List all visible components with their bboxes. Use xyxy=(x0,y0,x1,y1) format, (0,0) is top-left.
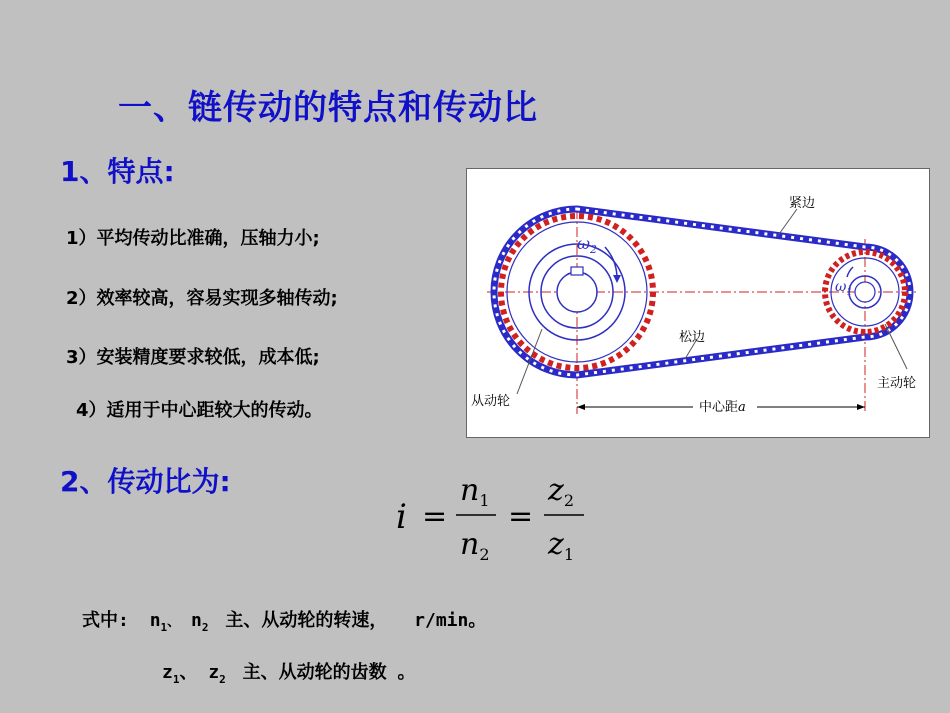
note-speed-text: 主、从动轮的转速， xyxy=(225,610,388,631)
formula-eq-1: = xyxy=(422,499,448,534)
driven-keyway xyxy=(571,267,583,275)
formula-den1: $n_2$ xyxy=(460,527,490,564)
note-sep-1: 、 xyxy=(167,615,181,630)
driver-sprocket-label: 主动轮 xyxy=(877,376,917,391)
omega2-label: $\omega_2$ xyxy=(577,234,598,256)
note-n1: $n_1$ xyxy=(149,610,168,634)
omega2-arrow xyxy=(605,247,617,279)
driven-sprocket-label: 从动轮 xyxy=(471,394,511,409)
feature-item-3: 3）安装精度要求较低，成本低; xyxy=(66,347,320,368)
center-distance-label: 中心距a xyxy=(699,400,746,415)
note-prefix: 式中: xyxy=(82,610,129,631)
note-z1: $z_1$ xyxy=(162,662,180,686)
tight-side-leader xyxy=(777,209,797,237)
formula-eq-2: = xyxy=(508,499,534,534)
formula-num2: $z_2$ xyxy=(548,473,574,510)
feature-item-4: 4）适用于中心距较大的传动。 xyxy=(76,400,323,421)
omega1-label: $\omega_1$ xyxy=(835,279,853,298)
center-distance-arrow-left xyxy=(577,404,585,410)
section2-heading: 2、传动比为: xyxy=(60,465,231,498)
formula-den2: $z_1$ xyxy=(548,527,574,564)
note-line-1 xyxy=(82,606,486,634)
feature-item-1: 1）平均传动比准确，压轴力小; xyxy=(66,228,320,249)
note-line-2 xyxy=(162,658,415,686)
omega2-arrowhead xyxy=(613,275,621,283)
tight-side-label: 紧边 xyxy=(789,196,816,211)
formula-num1: $n_1$ xyxy=(460,473,490,510)
chain-drive-diagram xyxy=(466,168,930,438)
note-unit: r/min。 xyxy=(414,610,487,631)
note-teeth-text: 主、从动轮的齿数 。 xyxy=(242,662,416,683)
note-sep-2: 、 xyxy=(179,662,198,683)
slack-side-label: 松边 xyxy=(679,330,706,345)
ratio-formula xyxy=(390,462,610,572)
driven-sprocket-bore xyxy=(557,272,597,312)
page-title: 一、链传动的特点和传动比 xyxy=(118,88,538,128)
section1-heading: 1、特点: xyxy=(60,155,175,188)
driver-sprocket-bore xyxy=(855,282,875,302)
driver-leader xyxy=(885,324,907,369)
note-z2: $z_2$ xyxy=(208,662,226,686)
note-n2: $n_2$ xyxy=(191,610,209,634)
feature-item-2: 2）效率较高，容易实现多轴传动; xyxy=(66,288,338,309)
center-distance-arrow-right xyxy=(857,404,865,410)
formula-i: i xyxy=(396,497,407,537)
omega1-arrow xyxy=(847,267,853,277)
